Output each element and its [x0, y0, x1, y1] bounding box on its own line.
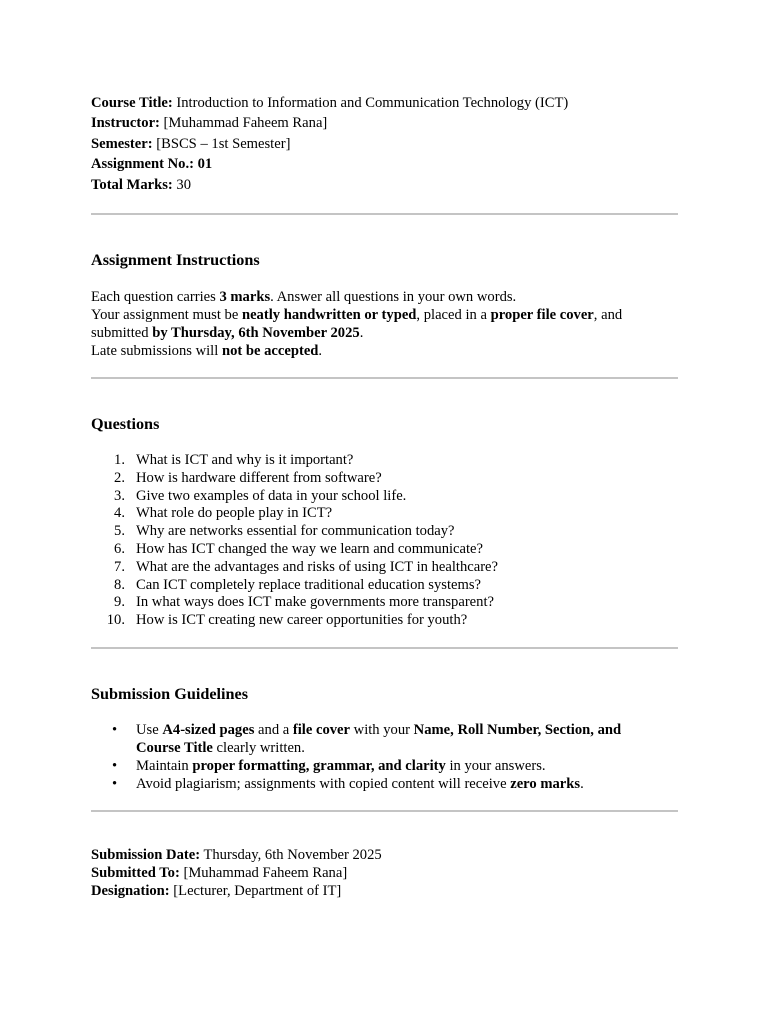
instruction-line: submitted by Thursday, 6th November 2025.: [91, 325, 364, 341]
questions-heading: Questions: [91, 415, 160, 433]
instructions-body: [91, 288, 681, 360]
submission-date-line: Submission Date: Thursday, 6th November 2025: [91, 847, 382, 863]
instructor-value: [Muhammad Faheem Rana]: [159, 115, 328, 132]
instruction-line: Your assignment must be neatly handwritten or typed, placed in a proper file cover, and: [91, 307, 623, 323]
course-title-value: Introduction to Information and Communication Technology (ICT): [172, 95, 569, 111]
question-item: [91, 522, 681, 540]
question-item: [91, 451, 681, 469]
total-marks-line: [91, 176, 681, 196]
instruction-line: Each question carries 3 marks. Answer all questions in your own words.: [91, 289, 517, 305]
submission-info: [91, 846, 681, 900]
divider: [91, 213, 678, 215]
submitted-to-line: Submitted To: [Muhammad Faheem Rana]: [91, 865, 348, 881]
guidelines-heading: Submission Guidelines: [91, 685, 248, 703]
instructions-heading: Assignment Instructions: [91, 251, 260, 269]
course-info: [91, 94, 681, 196]
question-text: Can ICT completely replace traditional education systems?: [136, 576, 482, 593]
question-text: How is hardware different from software?: [136, 469, 382, 486]
question-text: How is ICT creating new career opportunities for youth?: [136, 612, 468, 629]
question-text: What are the advantages and risks of using ICT in healthcare?: [136, 558, 499, 575]
question-number: 6.: [114, 540, 125, 557]
question-text: What is ICT and why is it important?: [136, 452, 354, 468]
question-item: [91, 576, 681, 594]
instructor-label: Instructor:: [91, 115, 160, 132]
question-item: [91, 540, 681, 558]
designation-line: Designation: [Lecturer, Department of IT]: [91, 883, 342, 899]
divider: [91, 810, 678, 812]
question-item: [91, 593, 681, 611]
assignment-no-value: 01: [193, 156, 213, 173]
question-number: 9.: [114, 594, 125, 611]
assignment-no-label: Assignment No.:: [91, 156, 194, 173]
question-item: [91, 487, 681, 505]
guidelines-list: [91, 721, 681, 793]
instructor-line: [91, 114, 681, 134]
question-number: 8.: [114, 576, 125, 593]
question-number: 4.: [114, 505, 125, 522]
course-title-line: [91, 94, 681, 114]
question-text: What role do people play in ICT?: [136, 505, 333, 522]
total-marks-value: 30: [172, 176, 192, 193]
question-text: In what ways does ICT make governments more transparent?: [136, 594, 494, 611]
question-item: [91, 558, 681, 576]
question-number: 5.: [114, 523, 125, 540]
question-number: 1.: [114, 452, 125, 468]
question-item: [91, 469, 681, 487]
question-number: 7.: [114, 558, 125, 575]
course-title-label: Course Title:: [91, 95, 173, 111]
total-marks-label: Total Marks:: [91, 176, 173, 193]
question-number: 2.: [114, 469, 125, 486]
question-number: 10.: [106, 612, 125, 629]
question-text: Why are networks essential for communication today?: [136, 523, 455, 540]
bullet-icon: •: [112, 722, 118, 738]
divider: [91, 377, 678, 379]
semester-label: Semester:: [91, 135, 153, 152]
semester-line: [91, 135, 681, 155]
list-item: • Maintain proper formatting, grammar, and clarity in your answers.: [112, 758, 546, 774]
list-item: • Use A4-sized pages and a file cover with your Name, Roll Number, Section, and Course Title clearly written.: [112, 722, 622, 756]
semester-value: [BSCS – 1st Semester]: [152, 135, 291, 152]
question-list: [91, 451, 681, 629]
assignment-no-line: [91, 155, 681, 175]
bullet-icon: •: [112, 776, 118, 792]
instruction-line: Late submissions will not be accepted.: [91, 343, 323, 359]
bullet-icon: •: [112, 758, 118, 774]
list-item: • Avoid plagiarism; assignments with copied content will receive zero marks.: [112, 776, 584, 792]
question-text: How has ICT changed the way we learn and communicate?: [136, 540, 484, 557]
question-item: [91, 504, 681, 522]
question-number: 3.: [114, 487, 125, 504]
question-item: [91, 611, 681, 629]
question-text: Give two examples of data in your school life.: [136, 487, 407, 504]
divider: [91, 647, 678, 649]
